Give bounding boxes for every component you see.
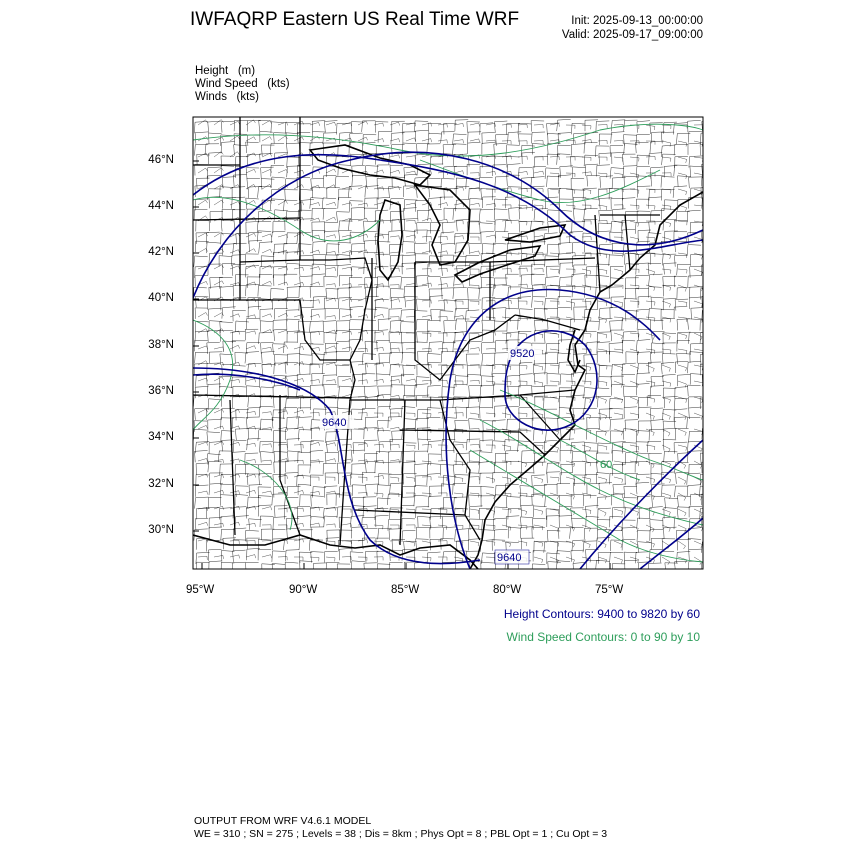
map-content	[193, 117, 717, 575]
model-info-line1: OUTPUT FROM WRF V4.6.1 MODEL	[194, 815, 372, 827]
height-label-9640-b: 9640	[497, 552, 522, 564]
wind-label-60: 60	[600, 459, 613, 471]
wind-contour-labels	[600, 459, 612, 471]
field-height-unit: (m)	[237, 65, 256, 77]
height-label-9640-a: 9640	[322, 417, 347, 429]
model-info	[194, 815, 607, 840]
valid-time: Valid: 2025-09-17_09:00:00	[561, 29, 703, 41]
lat-label-44: 44°N	[148, 200, 174, 212]
field-wind-speed-unit: (kts)	[267, 78, 290, 90]
lat-label-38: 38°N	[148, 339, 174, 351]
wind-contour-1	[193, 124, 703, 156]
field-winds-unit: (kts)	[236, 91, 259, 103]
height-contour-labels	[320, 346, 542, 564]
lat-label-42: 42°N	[148, 246, 174, 258]
lat-label-46: 46°N	[148, 154, 174, 166]
coastlines	[193, 145, 703, 569]
state-borders	[193, 117, 660, 545]
lat-label-40: 40°N	[148, 292, 174, 304]
lat-label-32: 32°N	[148, 478, 174, 490]
lat-label-30: 30°N	[148, 524, 174, 536]
field-height-name: Height	[195, 65, 229, 77]
lon-label-75: 75°W	[595, 584, 624, 596]
height-contours-legend: Height Contours: 9400 to 9820 by 60	[503, 607, 700, 621]
lat-label-36: 36°N	[148, 385, 174, 397]
lon-label-80: 80°W	[493, 584, 522, 596]
height-label-9520: 9520	[510, 348, 535, 360]
lat-label-34: 34°N	[148, 431, 174, 443]
lon-label-95: 95°W	[186, 584, 215, 596]
field-wind-speed-name: Wind Speed	[195, 78, 258, 90]
model-info-line2: WE = 310 ; SN = 275 ; Levels = 38 ; Dis = 8km ; Phys Opt = 8 ; PBL Opt = 1 ; Cu Opt = 3	[194, 827, 608, 840]
field-winds-name: Winds	[195, 91, 227, 103]
wind-contours-legend: Wind Speed Contours: 0 to 90 by 10	[506, 630, 700, 644]
init-time: Init: 2025-09-13_00:00:00	[571, 15, 703, 27]
lon-label-90: 90°W	[289, 584, 318, 596]
lon-label-85: 85°W	[391, 584, 420, 596]
map-title: IWFAQRP Eastern US Real Time WRF	[190, 9, 520, 30]
map-frame	[193, 117, 703, 569]
wind-contour-9	[240, 460, 292, 530]
